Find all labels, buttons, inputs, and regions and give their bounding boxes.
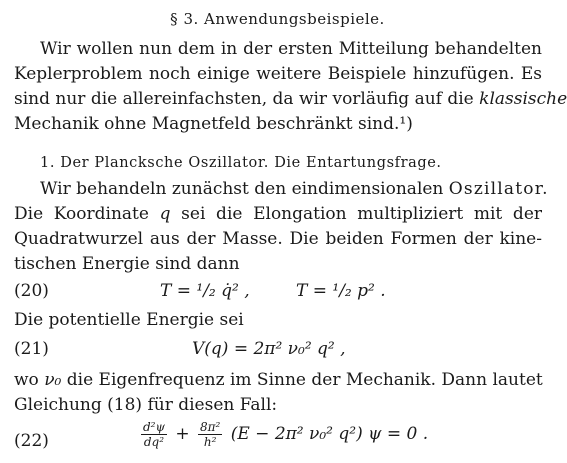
intro-line-4: Mechanik ohne Magnetfeld beschränkt sind.¹)	[14, 114, 413, 134]
equation-22-fraction-2	[198, 420, 222, 449]
fraction-1-denominator: dq²	[143, 435, 165, 449]
equation-20-number: (20)	[14, 281, 49, 301]
equation-22-remainder: (E − 2π² ν₀² q²) ψ = 0 .	[230, 424, 429, 444]
body-line-2	[14, 203, 542, 225]
variable-q: q	[159, 204, 171, 224]
after-21-text-a: wo	[14, 370, 39, 390]
potential-energy-line: Die potentielle Energie sei	[14, 310, 244, 330]
subsection-heading: 1. Der Plancksche Oszillator. Die Entartungsfrage.	[40, 155, 442, 171]
body-line-1	[14, 178, 549, 200]
intro-line-1: Wir wollen nun dem in der ersten Mitteilung behandelten	[40, 39, 542, 59]
body-line-2-text-b: sei die Elongation multipliziert mit der	[181, 204, 543, 224]
equation-22-plus: +	[175, 424, 190, 444]
equation-22-number: (22)	[14, 431, 49, 451]
fraction-1-numerator: d²ψ	[143, 420, 165, 434]
body-line-3: Quadratwurzel aus der Masse. Die beiden Formen der kine-	[14, 229, 542, 249]
body-line-1-text: Wir behandeln zunächst den eindimensionalen	[40, 179, 444, 199]
section-heading: § 3. Anwendungsbeispiele.	[170, 10, 385, 28]
body-line-2-text-a: Die Koordinate	[14, 204, 149, 224]
equation-21-expression: V(q) = 2π² ν₀² q² ,	[192, 339, 346, 359]
intro-line-2: Keplerproblem noch einige weitere Beispiele hinzufügen. Es	[14, 64, 542, 84]
after-21-text-b: die Eigenfrequenz im Sinne der Mechanik. Dann lautet	[66, 370, 543, 390]
body-line-4: tischen Energie sind dann	[14, 254, 240, 274]
equation-22-fraction-1	[141, 420, 167, 449]
spaced-oszillator: Oszillator.	[448, 179, 549, 199]
emphasis-klassische: klassische	[479, 89, 567, 109]
after-21-line-2: Gleichung (18) für diesen Fall:	[14, 395, 278, 415]
equation-20-part-1: T = ¹/₂ q̇² ,	[160, 281, 250, 301]
equation-20-part-2: T = ¹/₂ p² .	[296, 281, 386, 301]
fraction-2-numerator: 8π²	[199, 420, 221, 434]
variable-nu0: ν₀	[44, 370, 62, 390]
fraction-2-denominator: h²	[203, 435, 217, 449]
after-21-line-1	[14, 369, 542, 391]
equation-22-expression	[138, 420, 428, 449]
intro-line-3	[14, 88, 567, 110]
intro-line-3-text: sind nur die allereinfachsten, da wir vorläufig auf die	[14, 89, 474, 109]
equation-21-number: (21)	[14, 339, 49, 359]
